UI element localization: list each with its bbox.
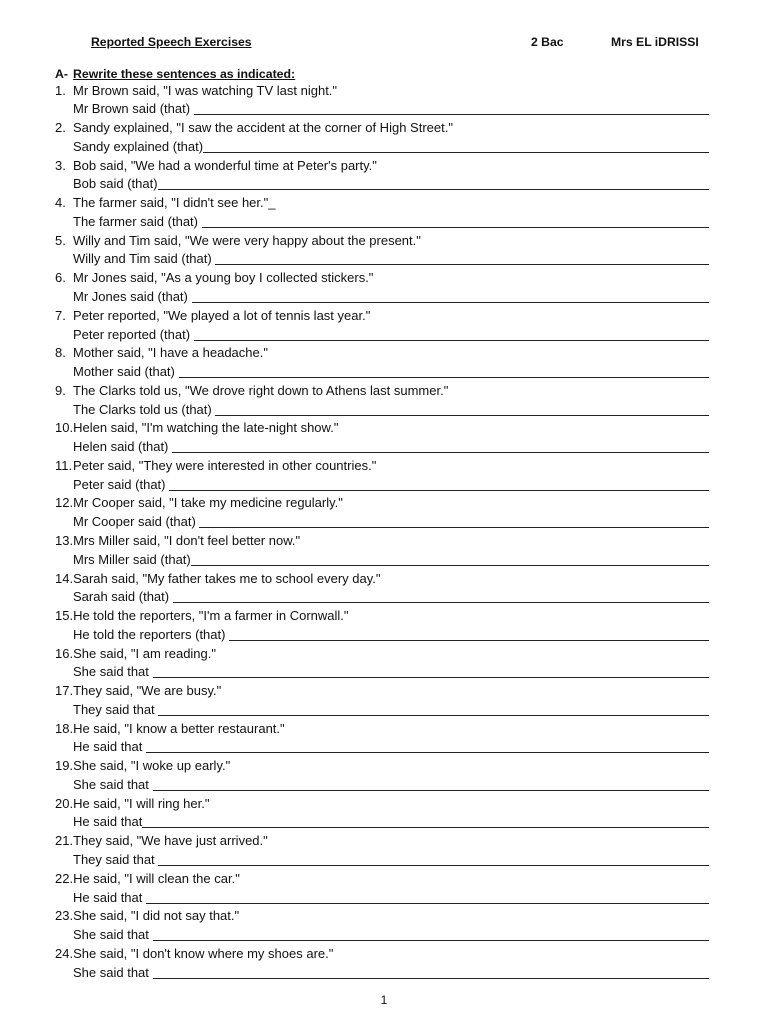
answer-prompt: Bob said (that) bbox=[73, 176, 158, 192]
item-number: 13. bbox=[55, 532, 74, 548]
reported-speech-line bbox=[55, 401, 709, 420]
direct-speech-sentence: Bob said, "We had a wonderful time at Peter's party." bbox=[73, 157, 377, 173]
section-letter: A- bbox=[55, 67, 68, 81]
answer-prompt: He told the reporters (that) bbox=[73, 626, 230, 642]
reported-speech-line bbox=[55, 701, 709, 720]
direct-speech-line bbox=[55, 570, 709, 589]
direct-speech-line bbox=[55, 720, 709, 739]
answer-blank-line bbox=[142, 813, 709, 828]
item-number: 11. bbox=[55, 457, 73, 473]
answer-blank-line bbox=[199, 513, 709, 528]
answer-prompt: Sandy explained (that) bbox=[73, 138, 204, 154]
direct-speech-sentence: Peter said, "They were interested in other countries." bbox=[73, 457, 377, 473]
reported-speech-line bbox=[55, 175, 709, 194]
answer-prompt: The Clarks told us (that) bbox=[73, 401, 216, 417]
exercise-list bbox=[55, 82, 709, 983]
item-number: 22. bbox=[55, 870, 74, 886]
direct-speech-sentence: She said, "I did not say that." bbox=[73, 908, 240, 924]
answer-prompt: The farmer said (that) bbox=[73, 213, 202, 229]
reported-speech-line bbox=[55, 438, 709, 457]
direct-speech-sentence: Helen said, "I'm watching the late-night show." bbox=[73, 420, 339, 436]
answer-blank-line bbox=[194, 326, 709, 341]
answer-blank-line bbox=[192, 288, 710, 303]
class-level: 2 Bac bbox=[531, 35, 564, 49]
direct-speech-line bbox=[55, 119, 709, 138]
exercise-item bbox=[55, 532, 709, 570]
exercise-item bbox=[55, 457, 709, 495]
section-heading bbox=[55, 66, 295, 83]
answer-blank-line bbox=[153, 663, 710, 678]
answer-blank-line bbox=[169, 476, 709, 491]
reported-speech-line bbox=[55, 663, 709, 682]
direct-speech-sentence: She said, "I don't know where my shoes are." bbox=[73, 945, 334, 961]
direct-speech-line bbox=[55, 194, 709, 213]
item-number: 6. bbox=[55, 270, 66, 286]
answer-prompt: Helen said (that) bbox=[73, 439, 172, 455]
direct-speech-sentence: Sandy explained, "I saw the accident at the corner of High Street." bbox=[73, 120, 453, 136]
answer-prompt: Mr Cooper said (that) bbox=[73, 514, 200, 530]
item-number: 10. bbox=[55, 420, 74, 436]
item-number: 4. bbox=[55, 195, 66, 211]
exercise-item bbox=[55, 307, 709, 345]
answer-blank-line bbox=[203, 138, 709, 153]
direct-speech-sentence: They said, "We have just arrived." bbox=[73, 833, 268, 849]
reported-speech-line bbox=[55, 213, 709, 232]
direct-speech-sentence: She said, "I am reading." bbox=[73, 645, 216, 661]
exercise-item bbox=[55, 607, 709, 645]
direct-speech-line bbox=[55, 82, 709, 101]
reported-speech-line bbox=[55, 513, 709, 532]
item-number: 12. bbox=[55, 495, 74, 511]
direct-speech-line bbox=[55, 494, 709, 513]
answer-prompt: Mr Brown said (that) bbox=[73, 101, 194, 117]
reported-speech-line bbox=[55, 138, 709, 157]
item-number: 9. bbox=[55, 382, 66, 398]
direct-speech-line bbox=[55, 607, 709, 626]
direct-speech-sentence: The Clarks told us, "We drove right down to Athens last summer." bbox=[73, 382, 449, 398]
direct-speech-line bbox=[55, 945, 709, 964]
answer-prompt: She said that bbox=[73, 776, 153, 792]
answer-blank-line bbox=[172, 438, 709, 453]
answer-prompt: Sarah said (that) bbox=[73, 589, 173, 605]
item-number: 17. bbox=[55, 683, 74, 699]
direct-speech-line bbox=[55, 457, 709, 476]
reported-speech-line bbox=[55, 588, 709, 607]
direct-speech-line bbox=[55, 382, 709, 401]
exercise-item bbox=[55, 232, 709, 270]
exercise-item bbox=[55, 832, 709, 870]
item-number: 24. bbox=[55, 945, 74, 961]
answer-blank-line bbox=[158, 701, 709, 716]
section-instruction: Rewrite these sentences as indicated: bbox=[73, 67, 296, 81]
direct-speech-sentence: Peter reported, "We played a lot of tennis last year." bbox=[73, 307, 371, 323]
answer-blank-line bbox=[215, 250, 709, 265]
answer-prompt: They said that bbox=[73, 701, 159, 717]
answer-prompt: He said that bbox=[73, 739, 146, 755]
item-number: 15. bbox=[55, 608, 74, 624]
direct-speech-sentence: The farmer said, "I didn't see her."_ bbox=[73, 195, 276, 211]
direct-speech-line bbox=[55, 157, 709, 176]
answer-blank-line bbox=[158, 851, 709, 866]
direct-speech-sentence: Willy and Tim said, "We were very happy about the present." bbox=[73, 232, 421, 248]
answer-prompt: She said that bbox=[73, 927, 153, 943]
direct-speech-sentence: He said, "I will clean the car." bbox=[73, 870, 240, 886]
reported-speech-line bbox=[55, 889, 709, 908]
direct-speech-line bbox=[55, 832, 709, 851]
exercise-item bbox=[55, 945, 709, 983]
answer-blank-line bbox=[191, 551, 709, 566]
item-number: 2. bbox=[55, 120, 66, 136]
exercise-item bbox=[55, 907, 709, 945]
exercise-item bbox=[55, 82, 709, 120]
exercise-item bbox=[55, 870, 709, 908]
answer-prompt: Mr Jones said (that) bbox=[73, 289, 192, 305]
reported-speech-line bbox=[55, 363, 709, 382]
item-number: 20. bbox=[55, 795, 74, 811]
direct-speech-line bbox=[55, 532, 709, 551]
answer-prompt: Willy and Tim said (that) bbox=[73, 251, 216, 267]
answer-blank-line bbox=[202, 213, 709, 228]
direct-speech-sentence: Mother said, "I have a headache." bbox=[73, 345, 268, 361]
direct-speech-line bbox=[55, 419, 709, 438]
item-number: 8. bbox=[55, 345, 66, 361]
direct-speech-sentence: She said, "I woke up early." bbox=[73, 758, 231, 774]
reported-speech-line bbox=[55, 738, 709, 757]
exercise-item bbox=[55, 194, 709, 232]
direct-speech-sentence: Mr Cooper said, "I take my medicine regularly." bbox=[73, 495, 343, 511]
answer-prompt: She said that bbox=[73, 964, 153, 980]
reported-speech-line bbox=[55, 851, 709, 870]
answer-blank-line bbox=[153, 926, 710, 941]
answer-blank-line bbox=[173, 588, 709, 603]
item-number: 16. bbox=[55, 645, 74, 661]
item-number: 18. bbox=[55, 720, 74, 736]
reported-speech-line bbox=[55, 626, 709, 645]
teacher-name: Mrs EL iDRISSI bbox=[611, 35, 699, 49]
reported-speech-line bbox=[55, 100, 709, 119]
worksheet-title: Reported Speech Exercises bbox=[91, 35, 252, 49]
reported-speech-line bbox=[55, 326, 709, 345]
exercise-item bbox=[55, 795, 709, 833]
answer-prompt: Mrs Miller said (that) bbox=[73, 551, 191, 567]
exercise-item bbox=[55, 757, 709, 795]
answer-prompt: He said that bbox=[73, 889, 146, 905]
answer-blank-line bbox=[179, 363, 710, 378]
direct-speech-sentence: Mrs Miller said, "I don't feel better now." bbox=[73, 532, 301, 548]
exercise-item bbox=[55, 720, 709, 758]
item-number: 3. bbox=[55, 157, 66, 173]
exercise-item bbox=[55, 682, 709, 720]
item-number: 21. bbox=[55, 833, 74, 849]
answer-blank-line bbox=[229, 626, 709, 641]
direct-speech-sentence: He told the reporters, "I'm a farmer in Cornwall." bbox=[73, 608, 349, 624]
exercise-item bbox=[55, 494, 709, 532]
answer-prompt: Mother said (that) bbox=[73, 364, 179, 380]
answer-prompt: She said that bbox=[73, 664, 153, 680]
answer-prompt: He said that bbox=[73, 814, 143, 830]
page-number: 1 bbox=[380, 993, 388, 1007]
reported-speech-line bbox=[55, 926, 709, 945]
exercise-item bbox=[55, 382, 709, 420]
answer-blank-line bbox=[153, 964, 710, 979]
reported-speech-line bbox=[55, 288, 709, 307]
item-number: 1. bbox=[55, 82, 66, 98]
reported-speech-line bbox=[55, 250, 709, 269]
reported-speech-line bbox=[55, 964, 709, 983]
item-number: 14. bbox=[55, 570, 74, 586]
direct-speech-sentence: Mr Brown said, "I was watching TV last night." bbox=[73, 82, 338, 98]
answer-blank-line bbox=[194, 100, 709, 115]
item-number: 7. bbox=[55, 307, 66, 323]
reported-speech-line bbox=[55, 551, 709, 570]
reported-speech-line bbox=[55, 813, 709, 832]
item-number: 19. bbox=[55, 758, 74, 774]
direct-speech-sentence: Sarah said, "My father takes me to school every day." bbox=[73, 570, 381, 586]
exercise-item bbox=[55, 119, 709, 157]
direct-speech-line bbox=[55, 907, 709, 926]
item-number: 23. bbox=[55, 908, 74, 924]
reported-speech-line bbox=[55, 476, 709, 495]
direct-speech-sentence: He said, "I will ring her." bbox=[73, 795, 210, 811]
direct-speech-sentence: They said, "We are busy." bbox=[73, 683, 222, 699]
answer-blank-line bbox=[215, 401, 709, 416]
exercise-item bbox=[55, 344, 709, 382]
exercise-item bbox=[55, 645, 709, 683]
direct-speech-line bbox=[55, 795, 709, 814]
item-number: 5. bbox=[55, 232, 66, 248]
direct-speech-sentence: He said, "I know a better restaurant." bbox=[73, 720, 285, 736]
answer-prompt: Peter reported (that) bbox=[73, 326, 194, 342]
reported-speech-line bbox=[55, 776, 709, 795]
answer-blank-line bbox=[153, 776, 710, 791]
direct-speech-line bbox=[55, 757, 709, 776]
exercise-item bbox=[55, 157, 709, 195]
answer-prompt: Peter said (that) bbox=[73, 476, 170, 492]
exercise-item bbox=[55, 570, 709, 608]
direct-speech-line bbox=[55, 307, 709, 326]
direct-speech-line bbox=[55, 344, 709, 363]
direct-speech-line bbox=[55, 645, 709, 664]
direct-speech-line bbox=[55, 232, 709, 251]
exercise-item bbox=[55, 419, 709, 457]
direct-speech-line bbox=[55, 870, 709, 889]
answer-blank-line bbox=[146, 738, 709, 753]
direct-speech-line bbox=[55, 682, 709, 701]
answer-blank-line bbox=[158, 175, 709, 190]
answer-blank-line bbox=[146, 889, 709, 904]
answer-prompt: They said that bbox=[73, 851, 159, 867]
direct-speech-line bbox=[55, 269, 709, 288]
exercise-item bbox=[55, 269, 709, 307]
direct-speech-sentence: Mr Jones said, "As a young boy I collected stickers." bbox=[73, 270, 374, 286]
